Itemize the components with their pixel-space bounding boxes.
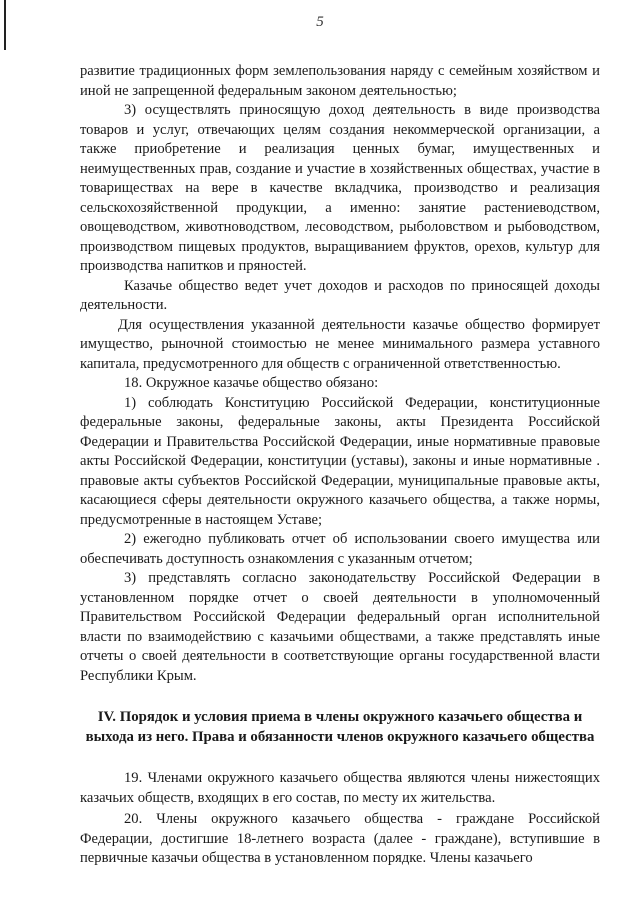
paragraph-item-18: 18. Окружное казачье общество обязано: — [124, 375, 379, 391]
paragraph-item-20: 20. Члены окружного казачьего общества - граждане Российской Федерации, достигшие 18-летнего возраста (далее - граждане), вступившие в первичные казачьи общества в установленном порядке. Члены казачьего — [80, 811, 600, 866]
paragraph-item-19: 19. Членами окружного казачьего общества являются члены нижестоящих казачьих обществ, входящих в его состав, по месту их жительства. — [80, 770, 600, 806]
paragraph-accounting: Казачье общество ведет учет доходов и расходов по приносящей доходы деятельности. — [80, 277, 600, 313]
document-body — [80, 62, 600, 869]
paragraph-obligation-2: 2) ежегодно публиковать отчет об использовании своего имущества или обеспечивать доступность ознакомления с указанным отчетом; — [80, 531, 600, 567]
paragraph-income-activity: 3) осуществлять приносящую доход деятельность в виде производства товаров и услуг, отвечающих целям создания некоммерческой организации, а также приобретение и реализация ценных бумаг, имущественных и неимущественных прав, создание и участие в хозяйственных обществах, участие в товариществах на вере в качестве вкладчика, производство и реализация сельскохозяйственной продукции, а именно: занятие растениеводством, овощеводством, животноводством, лесоводством, рыболовством и рыбоводством, производством пищевых продуктов, выращиванием фруктов, орехов, культур для производства напитков и пряностей. — [80, 102, 600, 274]
paragraph-property: Для осуществления указанной деятельности казачье общество формирует имущество, рыночной стоимостью не менее минимального размера уставного капитала, предусмотренного для обществ с ограниченной ответственностью. — [80, 316, 600, 372]
section-heading: IV. Порядок и условия приема в члены окружного казачьего общества и выхода из него. Права и обязанности членов окружного казачьего общества — [85, 709, 595, 745]
paragraph-obligation-1: 1) соблюдать Конституцию Российской Федерации, конституционные федеральные законы, федеральные законы, акты Президента Российской Федерации и Правительства Российской Федерации, иные нормативные правовые акты Российской Федерации, конституции (уставы), законы и иные нормативные . правовые акты субъектов Российской Федерации, муниципальные правовые акты, касающиеся сферы деятельности окружного казачьего общества, а также нормы, предусмотренные в настоящем Уставе; — [80, 394, 600, 528]
paragraph-land-use: развитие традиционных форм землепользования наряду с семейным хозяйством и иной не запрещенной федеральным законом деятельностью; — [80, 63, 600, 99]
paragraph-obligation-3: 3) представлять согласно законодательству Российской Федерации в установленном порядке отчет о своей деятельности в уполномоченный Правительством Российской Федерации федеральный орган исполнительной власти по взаимодействию с казачьими обществами, а также представлять иные отчеты о своей деятельности в соответствующие органы государственной власти Республики Крым. — [80, 570, 600, 684]
page-number: 5 — [316, 14, 324, 30]
